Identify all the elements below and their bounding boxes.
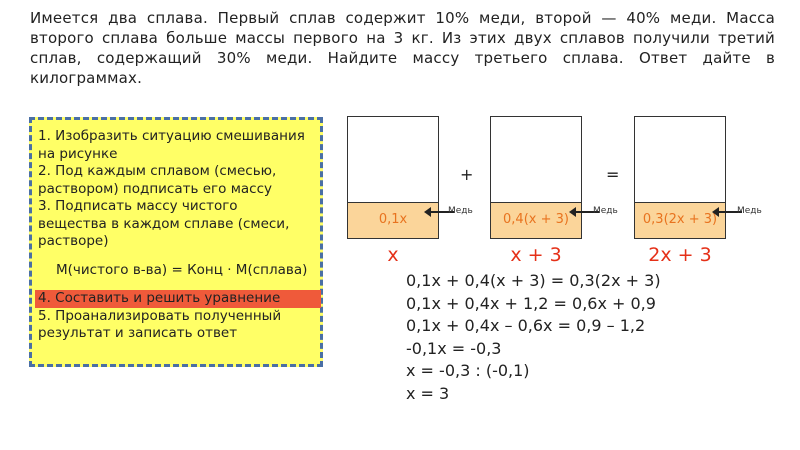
- equation-line: 0,1x + 0,4x + 1,2 = 0,6x + 0,9: [406, 293, 656, 313]
- equation-line: 0,1x + 0,4(x + 3) = 0,3(2x + 3): [406, 271, 661, 290]
- step-line: вещества в каждом сплаве (смеси,: [38, 215, 290, 232]
- beaker-2: [490, 116, 582, 239]
- steps-box: [29, 117, 323, 367]
- beaker-1-fill-label: 0,1x: [348, 202, 438, 238]
- equation-line: -0,1x = -0,3: [406, 338, 502, 358]
- beaker-2-mass: x + 3: [510, 244, 562, 266]
- equation-line: x = 3: [406, 383, 450, 403]
- formula-text: М(чистого в-ва) = Конц · М(сплава): [56, 261, 308, 278]
- beaker-3-mass: 2x + 3: [648, 244, 712, 266]
- beaker-1: [347, 116, 439, 239]
- step-line: 1. Изобразить ситуацию смешивания: [38, 128, 305, 144]
- step-line: раствором) подписать его массу: [38, 180, 272, 197]
- step-line: результат и записать ответ: [38, 325, 238, 341]
- beaker-1-mass: x: [387, 244, 399, 266]
- copper-label: Медь: [593, 206, 618, 216]
- copper-label: Медь: [737, 206, 762, 216]
- step-line: растворе): [38, 233, 109, 249]
- copper-label: Медь: [448, 206, 473, 216]
- equals-sign: =: [606, 165, 620, 184]
- solution-equations: [406, 270, 661, 405]
- equation-line: x = -0,3 : (-0,1): [406, 361, 530, 380]
- beaker-3-fill-label: 0,3(2x + 3): [635, 202, 725, 238]
- step-line: 3. Подписать массу чистого: [38, 198, 238, 214]
- problem-statement: Имеется два сплава. Первый сплав содержит 10% меди, второй — 40% меди. Масса второго сплава больше массы первого на 3 кг. Из этих двух сплавов получили третий сплав, содержащий 30% меди. Найдите массу третьего сплава. Ответ дайте в килограммах.: [30, 9, 775, 87]
- plus-sign: +: [460, 165, 474, 184]
- beaker-3: [634, 116, 726, 239]
- beaker-2-fill-label: 0,4(x + 3): [491, 202, 581, 238]
- step-line: 2. Под каждым сплавом (смесью,: [38, 163, 277, 179]
- step-line: 5. Проанализировать полученный: [38, 307, 282, 324]
- step-line: на рисунке: [38, 145, 118, 162]
- highlighted-step: 4. Составить и решить уравнение: [35, 290, 321, 308]
- equation-line: 0,1x + 0,4x – 0,6x = 0,9 – 1,2: [406, 316, 646, 335]
